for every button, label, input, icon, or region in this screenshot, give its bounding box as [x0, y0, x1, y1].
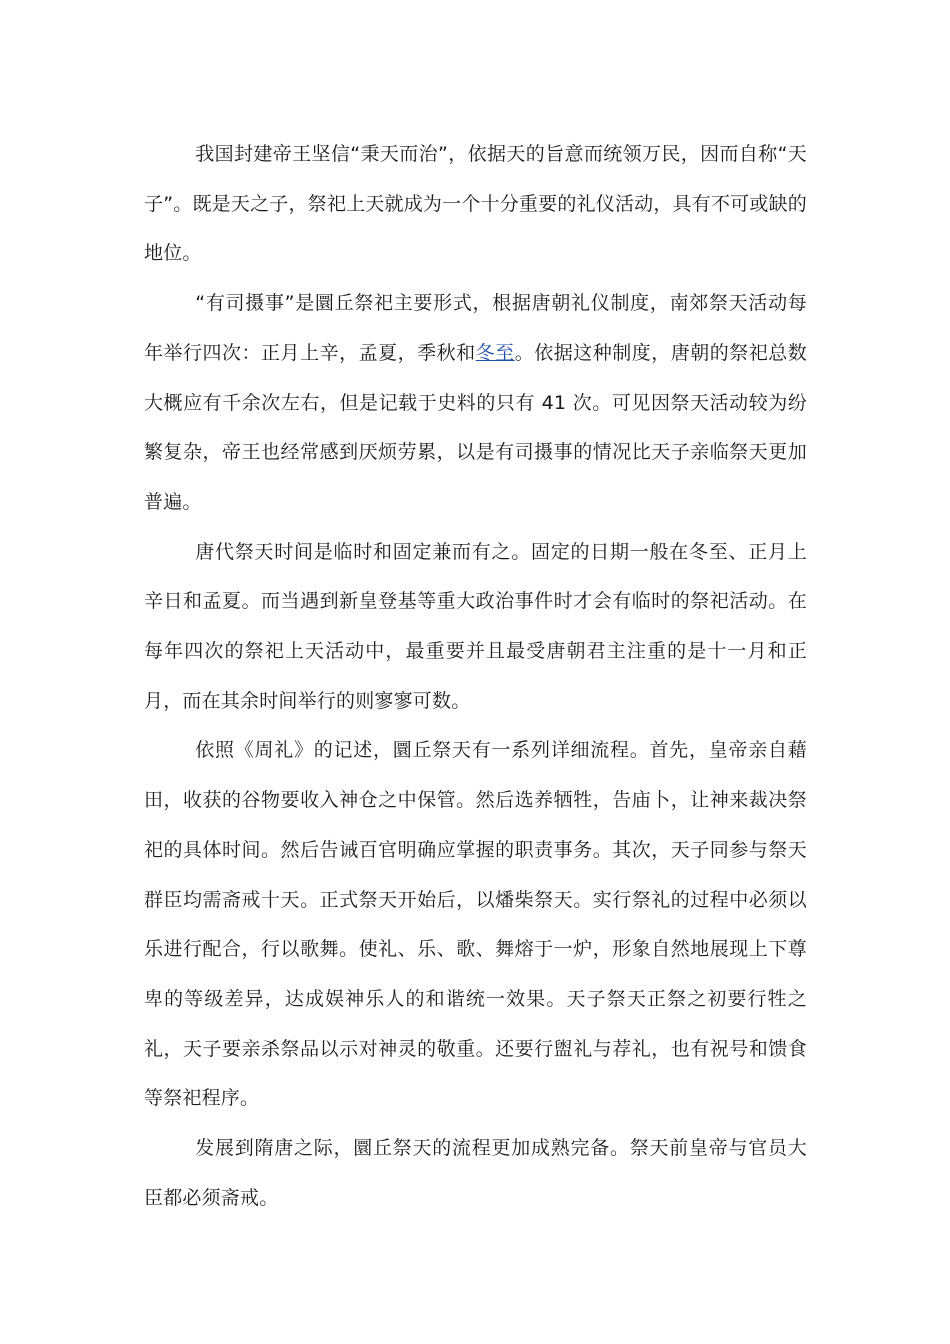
paragraph-4: 依照《周礼》的记述，圜丘祭天有一系列详细流程。首先，皇帝亲自藉田，收获的谷物要收入神仓之中保管。然后选养牺牲，告庙卜，让神来裁决祭祀的具体时间。然后告诫百官明确应掌握的职责事务。其次，天子同参与祭天群臣均需斋戒十天。正式祭天开始后，以燔柴祭天。实行祭礼的过程中必须以乐进行配合，行以歌舞。使礼、乐、歌、舞熔于一炉，形象自然地展现上下尊卑的等级差异，达成娱神乐人的和谐统一效果。天子祭天正祭之初要行牲之礼，天子要亲杀祭品以示对神灵的敬重。还要行盥礼与荐礼，也有祝号和馈食等祭祀程序。	[144, 739, 807, 1110]
paragraph-2-text-after: 。依据这种制度，唐朝的祭祀总数大概应有千余次左右，但是记载于史料的只有 41 次。可见因祭天活动较为纷繁复杂，帝王也经常感到厌烦劳累，以是有司摄事的情况比天子亲临祭天更加普遍。	[144, 341, 808, 513]
dongzhi-link[interactable]: 冬至	[475, 341, 515, 364]
paragraph-2-text-before: “有司摄事”是圜丘祭祀主要形式，根据唐朝礼仪制度，南郊祭天活动每年举行四次：正月上辛，孟夏，季秋和	[144, 292, 807, 364]
paragraph-5: 发展到隋唐之际，圜丘祭天的流程更加成熟完备。祭天前皇帝与官员大臣都必须斋戒。	[144, 1137, 807, 1209]
paragraph-1: 我国封建帝王坚信“秉天而治”，依据天的旨意而统领万民，因而自称“天子”。既是天之子，祭祀上天就成为一个十分重要的礼仪活动，具有不可或缺的地位。	[144, 143, 807, 265]
paragraph-3: 唐代祭天时间是临时和固定兼而有之。固定的日期一般在冬至、正月上辛日和孟夏。而当遇到新皇登基等重大政治事件时才会有临时的祭祀活动。在每年四次的祭祀上天活动中，最重要并且最受唐朝君主注重的是十一月和正月，而在其余时间举行的则寥寥可数。	[144, 540, 807, 712]
paragraph-2	[144, 279, 807, 528]
